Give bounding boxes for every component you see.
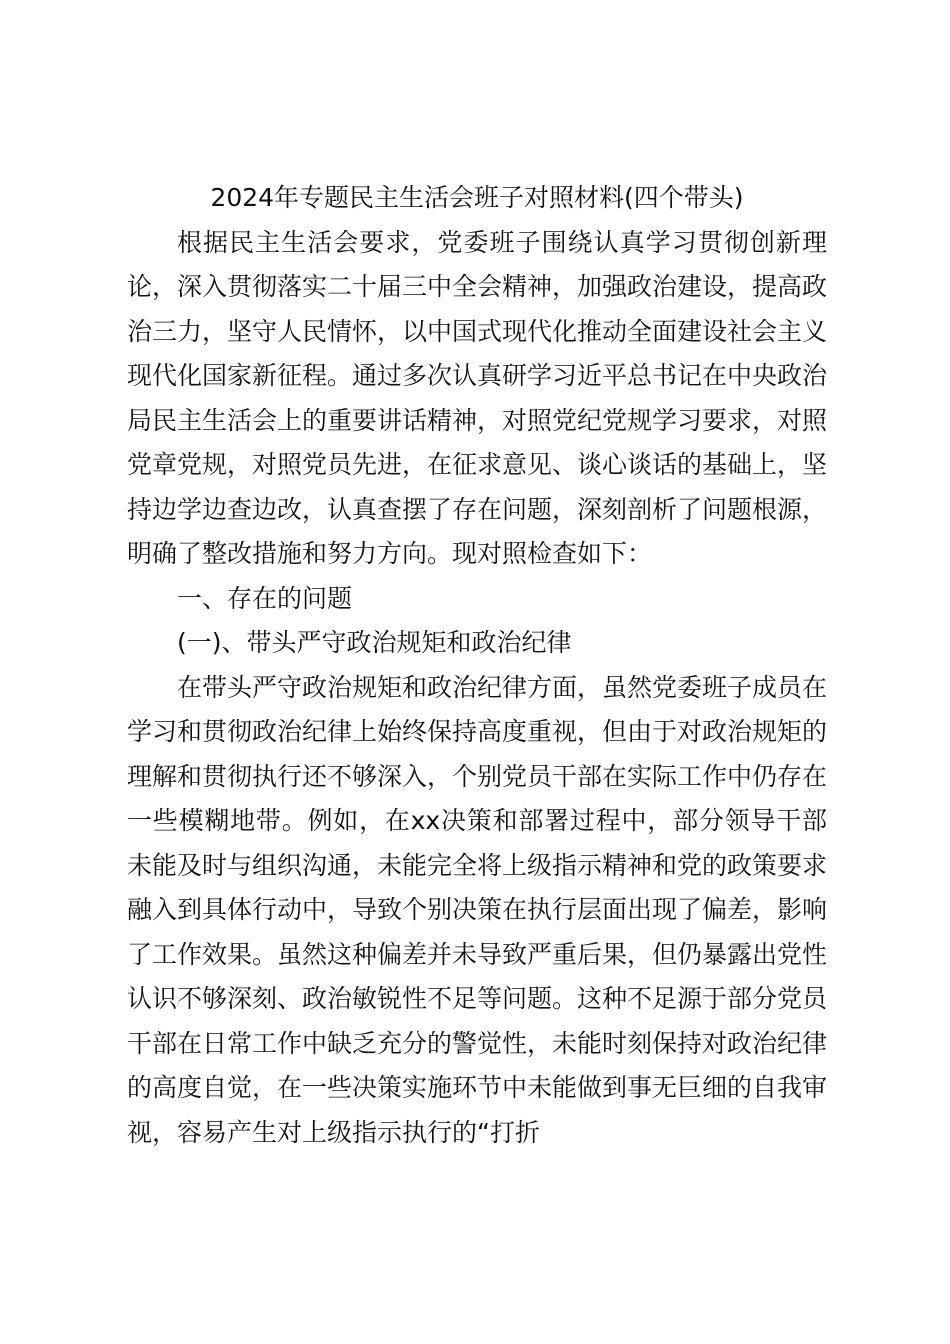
document-title: 2024年专题民主生活会班子对照材料(四个带头) bbox=[210, 183, 744, 212]
document-body bbox=[127, 176, 827, 1155]
subsection-heading-political-discipline: (一)、带头严守政治规矩和政治纪律 bbox=[177, 628, 572, 657]
subsection-body-paragraph: 在带头严守政治规矩和政治纪律方面，虽然党委班子成员在学习和贯彻政治纪律上始终保持高度重视，但由于对政治规矩的理解和贯彻执行还不够深入，个别党员干部在实际工作中仍存在一些模糊地带。例如，在xx决策和部署过程中，部分领导干部未能及时与组织沟通，未能完全将上级指示精神和党的政策要求融入到具体行动中，导致个别决策在执行层面出现了偏差，影响了工作效果。虽然这种偏差并未导致严重后果，但仍暴露出党性认识不够深刻、政治敏锐性不足等问题。这种不足源于部分党员干部在日常工作中缺乏充分的警觉性，未能时刻保持对政治纪律的高度自觉，在一些决策实施环节中未能做到事无巨细的自我审视，容易产生对上级指示执行的“打折 bbox=[127, 672, 828, 1147]
section-heading-problems: 一、存在的问题 bbox=[177, 583, 353, 613]
intro-paragraph: 根据民主生活会要求，党委班子围绕认真学习贯彻创新理论，深入贯彻落实二十届三中全会精神，加强政治建设，提高政治三力，坚守人民情怀，以中国式现代化推动全面建设社会主义现代化国家新征程。通过多次认真研学习近平总书记在中央政治局民主生活会上的重要讲话精神，对照党纪党规学习要求，对照党章党规，对照党员先进，在征求意见、谈心谈话的基础上，坚持边学边查边改，认真查摆了存在问题，深刻剖析了问题根源，明确了整改措施和努力方向。现对照检查如下： bbox=[127, 227, 828, 568]
